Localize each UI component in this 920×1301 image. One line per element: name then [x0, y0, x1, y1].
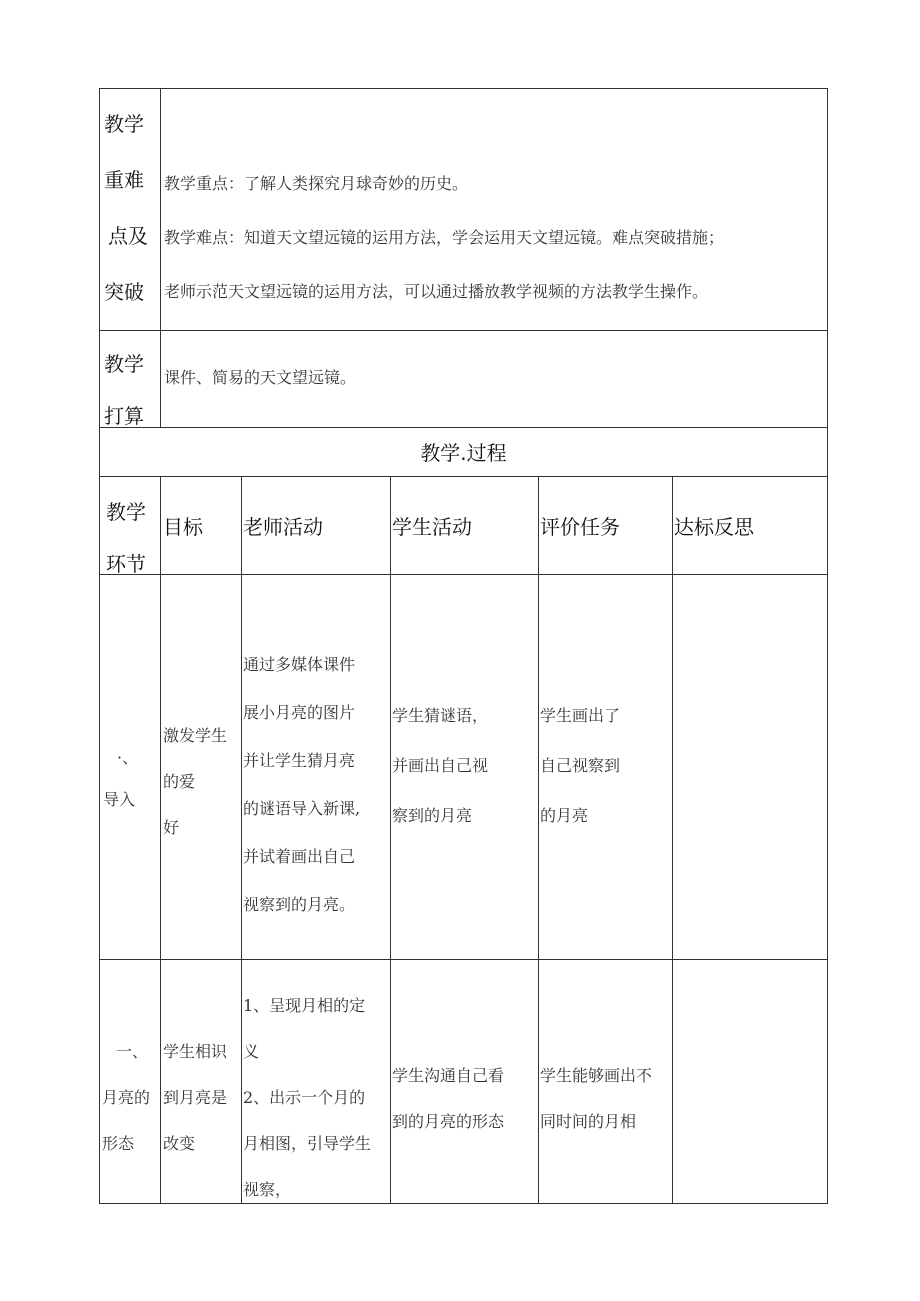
column-divider	[672, 476, 673, 1204]
table-border-left	[99, 88, 100, 1204]
student-activity-cell: 学生沟通自己看 到的月亮的形态	[392, 1066, 505, 1131]
key-difficulty-label: 教学 重难 点及 突破	[104, 112, 148, 304]
eval-task-cell: 学生画出了 自己视察到 的月亮	[540, 706, 621, 825]
table-border-bottom	[99, 1203, 828, 1204]
header-eval: 评价任务	[540, 515, 620, 539]
key-difficulty-content: 教学重点：了解人类探究月球奇妙的历史。 教学难点：知道天文望远镜的运用方法，学会运用天文望远镜。难点突破措施； 老师示范天文望远镜的运用方法，可以通过播放教学视频的方法教学生操作。	[164, 174, 725, 301]
row-divider	[99, 427, 828, 428]
row-divider	[99, 959, 828, 960]
header-teacher: 老师活动	[243, 515, 323, 539]
column-divider	[160, 476, 161, 1204]
preparation-content: 课件、简易的天文望远镜。	[164, 368, 357, 387]
row-divider	[99, 476, 828, 477]
preparation-label: 教学 打算	[104, 352, 144, 428]
goal-cell: 学生相识 到月亮是 改变	[163, 1042, 228, 1153]
goal-cell: 激发学生 的爱 好	[163, 726, 228, 837]
header-student: 学生活动	[392, 515, 472, 539]
row-divider	[99, 574, 828, 575]
column-divider	[160, 88, 161, 428]
table-border-right	[827, 88, 828, 1204]
phase-cell: 一、 月亮的 形态	[102, 1042, 151, 1153]
header-reflection: 达标反思	[674, 515, 754, 539]
table-border-top	[99, 88, 828, 89]
row-divider	[99, 330, 828, 331]
section-title: 教学.过程	[420, 441, 507, 465]
column-divider	[538, 476, 539, 1204]
eval-task-cell: 学生能够画出不 同时间的月相	[540, 1066, 653, 1131]
phase-cell: ·、 导入	[103, 748, 139, 809]
student-activity-cell: 学生猜谜语， 并画出自己视 察到的月亮	[392, 706, 489, 825]
column-divider	[390, 476, 391, 1204]
header-phase: 教学 环节	[106, 500, 146, 576]
column-divider	[241, 476, 242, 1204]
header-goal: 目标	[163, 515, 203, 539]
teacher-activity-cell: 通过多媒体课件 展小月亮的图片 并让学生猜月亮 的谜语导入新课, 并试着画出自己 视察到的月亮。	[243, 655, 361, 914]
teacher-activity-cell: 1、呈现月相的定 义 2、出示一个月的 月相图，引导学生 视察，	[243, 996, 372, 1199]
